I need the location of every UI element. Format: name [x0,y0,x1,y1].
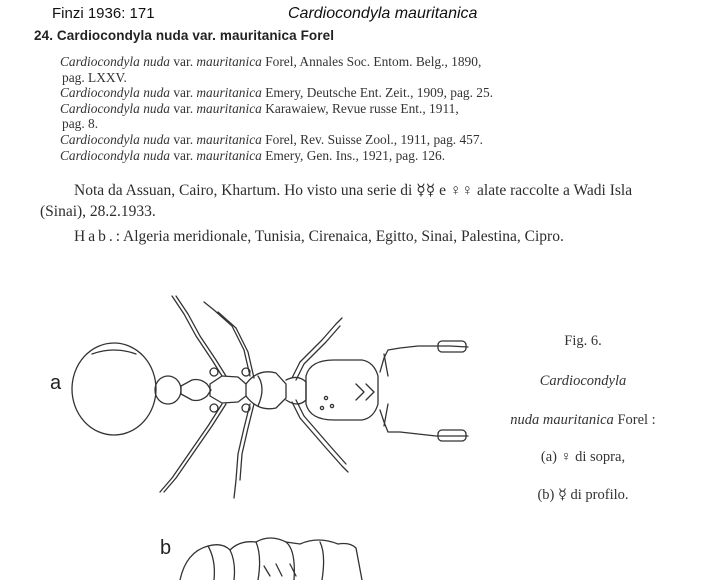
reference-variety: mauritanica [196,54,262,69]
reference-rank: var. [169,85,197,101]
habitat-paragraph [40,226,665,247]
reference-text: Forel, Annales Soc. Entom. Belg., 1890, [261,54,482,69]
header-citation: Finzi 1936: 171 [52,5,155,22]
reference-variety: mauritanica [196,85,262,101]
figure-caption-genus: Cardiocondyla [539,373,627,389]
reference-rank: var. [169,147,197,163]
reference-taxon: Cardiocondyla nuda [60,100,170,116]
reference-variety: mauritanica [196,100,262,116]
figure-caption-species [468,412,698,429]
reference-rank: var. [169,100,197,116]
figure-label-a: a [50,372,62,394]
reference-variety: mauritanica [196,147,262,163]
reference-item [60,54,660,85]
reference-taxon: Cardiocondyla nuda [60,131,170,147]
reference-rank: var. [169,131,197,147]
reference-taxon: Cardiocondyla nuda [60,147,170,163]
reference-continuation: pag. LXXV. [62,69,127,85]
caption-species-name: nuda mauritanica [510,412,614,428]
dorsal-view-drawing [72,296,468,498]
entry-title: 24. Cardiocondyla nuda var. mauritanica Forel [34,28,335,43]
reference-item [60,132,660,148]
ant-figure-illustration [0,280,470,580]
reference-variety: mauritanica [196,131,262,147]
reference-taxon: Cardiocondyla nuda [60,85,170,101]
header-species: Cardiocondyla mauritanica [288,5,478,22]
reference-text: Emery, Gen. Ins., 1921, pag. 126. [261,147,446,163]
reference-rank: var. [169,54,197,69]
figure-number: Fig. 6. [564,333,602,349]
profile-view-drawing [180,538,362,580]
figure-caption-a: (a) ♀ di sopra, [540,449,626,465]
habitat-label: Hab. [74,228,116,245]
figure-label-b: b [160,537,172,559]
figure-caption-b: (b) ☿ di profilo. [537,487,629,503]
reference-taxon: Cardiocondyla nuda [60,54,170,69]
reference-item [60,101,660,132]
reference-text: Emery, Deutsche Ent. Zeit., 1909, pag. 25. [261,85,494,101]
locality-paragraph: Nota da Assuan, Cairo, Khartum. Ho visto una serie di ☿☿ e ♀♀ alate raccolte a Wadi Isla (Sinai), 28.2.1933. [40,182,633,220]
reference-text: Karawaiew, Revue russe Ent., 1911, [261,100,459,116]
reference-item [60,148,660,164]
reference-item [60,85,660,101]
caption-author: Forel : [613,412,656,428]
reference-list [60,54,660,163]
reference-continuation: pag. 8. [62,116,99,132]
habitat-text: : Algeria meridionale, Tunisia, Cirenaica, Egitto, Sinai, Palestina, Cipro. [115,228,564,245]
reference-text: Forel, Rev. Suisse Zool., 1911, pag. 457. [261,131,483,147]
